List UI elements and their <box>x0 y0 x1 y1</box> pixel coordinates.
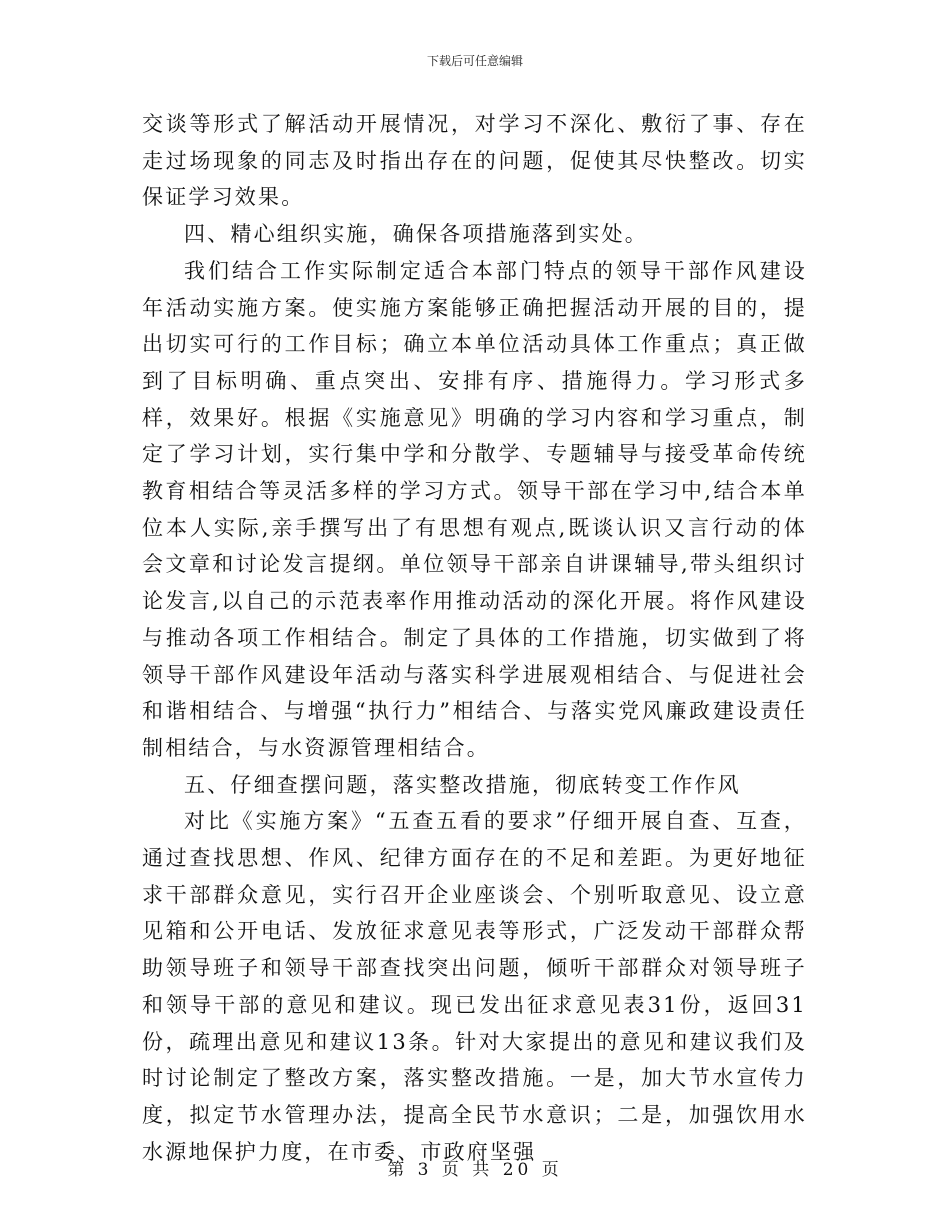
page-header: 下载后可任意编辑 <box>426 54 523 68</box>
document-body <box>142 106 807 1170</box>
paragraph-implementation: 我们结合工作实际制定适合本部门特点的领导干部作风建设年活动实施方案。使实施方案能够正确把握活动开展的目的，提出切实可行的工作目标；确立本单位活动具体工作重点；真正做到了目标明确、重点突出、安排有序、措施得力。学习形式多样，效果好。根据《实施意见》明确的学习内容和学习重点，制定了学习计划，实行集中学和分散学、专题辅导与接受革命传统教育相结合等灵活多样的学习方式。领导干部在学习中,结合本单位本人实际,亲手撰写出了有思想有观点,既谈认识又言行动的体会文章和讨论发言提纲。单位领导干部亲自讲课辅导,带头组织讨论发言,以自己的示范表率作用推动活动的深化开展。将作风建设与推动各项工作相结合。制定了具体的工作措施，切实做到了将领导干部作风建设年活动与落实科学进展观相结合、与促进社会和谐相结合、与增强“执行力”相结合、与落实党风廉政建设责任制相结合，与水资源管理相结合。 <box>142 258 807 760</box>
paragraph-continued: 交谈等形式了解活动开展情况，对学习不深化、敷衍了事、存在走过场现象的同志及时指出存在的问题，促使其尽快整改。切实保证学习效果。 <box>142 112 807 210</box>
section-heading-four: 四、精心组织实施，确保各项措施落到实处。 <box>184 222 648 247</box>
page-number-footer: 第 3 页 共 20 页 <box>387 1160 563 1180</box>
section-heading-five: 五、仔细查摆问题，落实整改措施，彻底转变工作作风 <box>184 772 741 797</box>
paragraph-rectification: 对比《实施方案》“五查五看的要求”仔细开展自查、互查，通过查找思想、作风、纪律方面存在的不足和差距。为更好地征求干部群众意见，实行召开企业座谈会、个别听取意见、设立意见箱和公开电话、发放征求意见表等形式，广泛发动干部群众帮助领导班子和领导干部查找突出问题，倾听干部群众对领导班子和领导干部的意见和建议。现已发出征求意见表31份，返回31份，疏理出意见和建议13条。针对大家提出的意见和建议我们及时讨论制定了整改方案，落实整改措施。一是，加大节水宣传力度，拟定节水管理办法，提高全民节水意识；二是，加强饮用水水源地保护力度，在市委、市政府坚强 <box>142 809 807 1164</box>
